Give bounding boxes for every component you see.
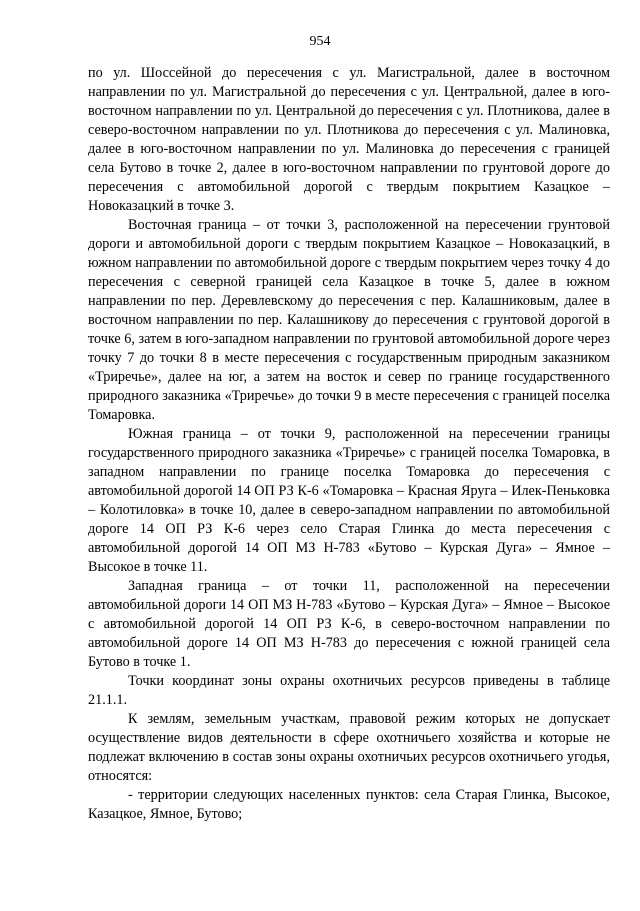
list-item-settlements: - территории следующих населенных пунктов: села Старая Глинка, Высокое, Казацкое, Ямное, Бутово; <box>88 787 610 822</box>
paragraph-southern-border: Южная граница – от точки 9, расположенной на пересечении границы государственного природного заказника «Триречье» с границей поселка Томаровка, в западном направлении по границе поселка Томаровка до пересечения с автомобильной дорогой 14 ОП РЗ К-6 «Томаровка – Красная Яруга – Илек-Пеньковка – Колотиловка» в точке 10, далее в северо-западном направлении по автомобильной дороге 14 ОП РЗ К-6 через село Старая Глинка до места пересечения с автомобильной дорогой 14 ОП МЗ Н-783 «Бутово – Курская Дуга» – Ямное – Высокое в точке 11. <box>88 426 610 575</box>
paragraph-coordinates-reference: Точки координат зоны охраны охотничьих ресурсов приведены в таблице 21.1.1. <box>88 673 610 708</box>
paragraph-excluded-lands: К землям, земельным участкам, правовой режим которых не допускает осуществление видов деятельности в сфере охотничьего хозяйства и которые не подлежат включению в состав зоны охраны охотничьих ресурсов охотничьего угодья, относятся: <box>88 711 610 784</box>
page-number: 954 <box>309 34 331 49</box>
document-body <box>88 64 610 824</box>
paragraph-northern-border-continued: по ул. Шоссейной до пересечения с ул. Магистральной, далее в восточном направлении по ул. Магистральной до пересечения с ул. Центральной, далее в юго-восточном направлении по ул. Центральной до пересечения с ул. Плотникова, далее в северо-восточном направлении по ул. Плотникова до пересечения с ул. Малиновка, далее в юго-восточном направлении по ул. Малиновка до пересечения с границей села Бутово в точке 2, далее в юго-восточном направлении по грунтовой дороге до пересечения с автомобильной дорогой с твердым покрытием Казацкое – Новоказацкий в точке 3. <box>88 65 610 214</box>
paragraph-eastern-border: Восточная граница – от точки 3, расположенной на пересечении грунтовой дороги и автомобильной дороги с твердым покрытием Казацкое – Новоказацкий, в южном направлении по автомобильной дороге с твердым покрытием через точку 4 до пересечения с северной границей села Казацкое в точке 5, далее в южном направлении по пер. Деревлевскому до пересечения с пер. Калашниковым, далее в восточном направлении по пер. Калашникову до пересечения с грунтовой дорогой в точке 6, затем в юго-западном направлении по грунтовой автомобильной дороге через точку 7 до точки 8 в месте пересечения с государственным природным заказником «Триречье», далее на юг, а затем на восток и север по границе государственного природного заказника «Триречье» до точки 9 в месте пересечения с границей поселка Томаровка. <box>88 217 610 423</box>
paragraph-western-border: Западная граница – от точки 11, расположенной на пересечении автомобильной дороги 14 ОП МЗ Н-783 «Бутово – Курская Дуга» – Ямное – Высокое с автомобильной дорогой 14 ОП РЗ К-6, в северо-восточном направлении по автомобильной дороге 14 ОП МЗ Н-783 до пересечения с южной границей села Бутово в точке 1. <box>88 578 610 670</box>
